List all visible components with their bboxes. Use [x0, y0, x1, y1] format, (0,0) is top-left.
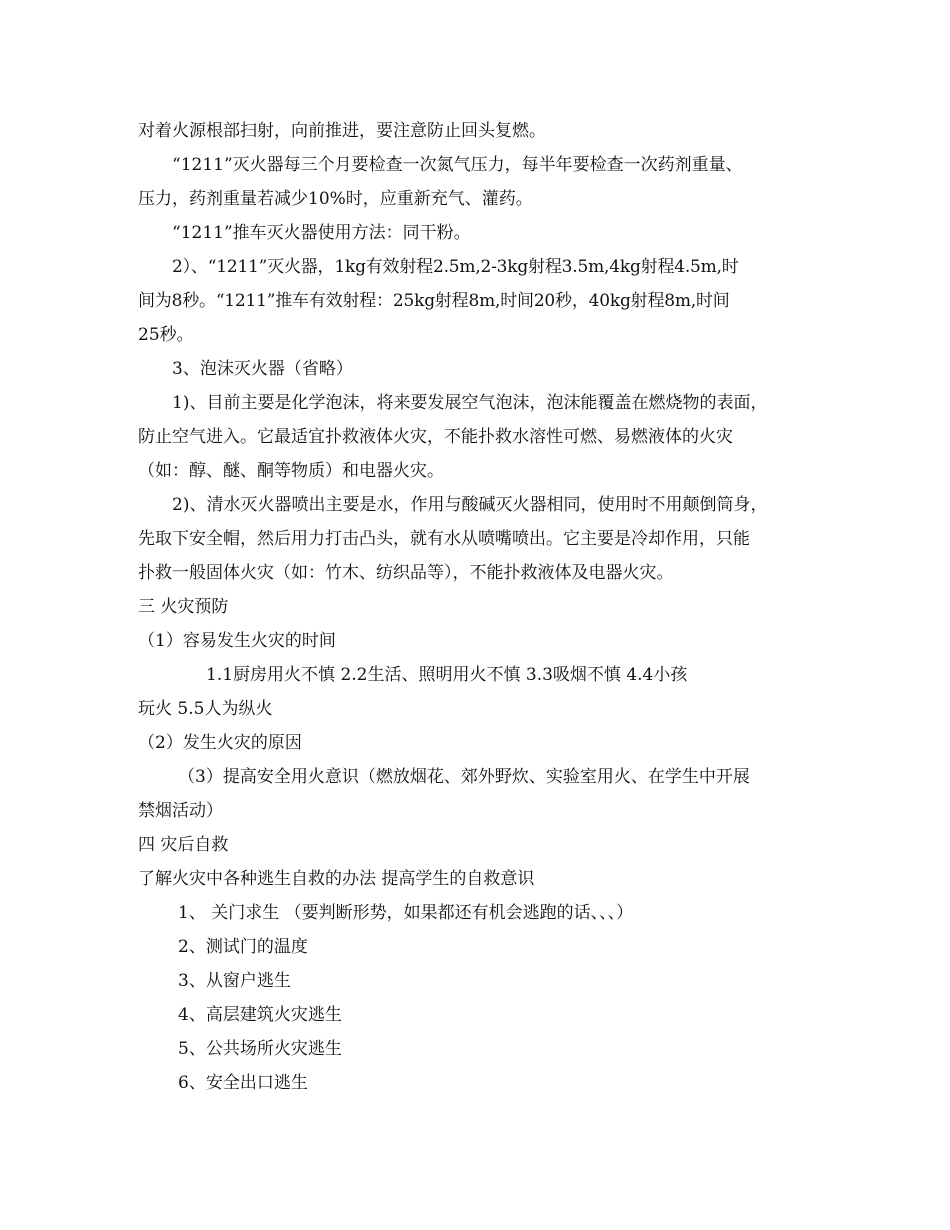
text-line: 压力，药剂重量若减少10%时，应重新充气、灌药。 [138, 189, 533, 209]
text-line: 防止空气进入。它最适宜扑救液体火灾，不能扑救水溶性可燃、易燃液体的火灾 [138, 427, 733, 447]
list-item: 2、测试门的温度 [178, 937, 308, 957]
text-line: 禁烟活动） [138, 801, 223, 821]
section-heading: 四 灾后自救 [138, 835, 229, 855]
text-line: 3、泡沫灭火器（省略） [172, 359, 353, 379]
document-body [138, 114, 818, 1100]
text-line: 了解火灾中各种逃生自救的办法 提高学生的自救意识 [138, 869, 535, 889]
text-line: 1)、目前主要是化学泡沫，将来要发展空气泡沫，泡沫能覆盖在燃烧物的表面， [172, 393, 768, 413]
section-heading: 三 火灾预防 [138, 597, 229, 617]
text-line: 1.1厨房用火不慎 2.2生活、照明用火不慎 3.3吸烟不慎 4.4小孩 [206, 665, 688, 685]
text-line: 玩火 5.5人为纵火 [138, 699, 273, 719]
text-line: “1211”灭火器每三个月要检查一次氮气压力，每半年要检查一次药剂重量、 [172, 155, 743, 175]
list-item: 3、从窗户逃生 [178, 971, 291, 991]
list-item: 1、 关门求生 （要判断形势，如果都还有机会逃跑的话、、、） [178, 903, 634, 923]
text-line: （2）发生火灾的原因 [138, 733, 302, 753]
text-line: 先取下安全帽，然后用力打击凸头，就有水从喷嘴喷出。它主要是冷却作用，只能 [138, 529, 750, 549]
text-line: 2)、清水灭火器喷出主要是水，作用与酸碱灭火器相同，使用时不用颠倒筒身， [172, 495, 768, 515]
text-line: 2）、“1211”灭火器，1kg有效射程2.5m,2-3kg射程3.5m,4kg射程4.5m,时 [172, 257, 739, 277]
text-line: 25秒。 [138, 325, 194, 345]
text-line: 对着火源根部扫射，向前推进，要注意防止回头复燃。 [138, 121, 546, 141]
text-line: （1）容易发生火灾的时间 [138, 631, 336, 651]
list-item: 4、高层建筑火灾逃生 [178, 1005, 342, 1025]
text-line: （如：醇、醚、酮等物质）和电器火灾。 [138, 461, 444, 481]
list-item: 5、公共场所火灾逃生 [178, 1039, 342, 1059]
text-line: 扑救一般固体火灾（如：竹木、纺织品等），不能扑救液体及电器火灾。 [138, 563, 674, 583]
list-item: 6、安全出口逃生 [178, 1073, 308, 1093]
text-line: （3）提高安全用火意识（燃放烟花、郊外野炊、实验室用火、在学生中开展 [178, 767, 750, 787]
text-line: 间为8秒。“1211”推车有效射程：25kg射程8m,时间20秒，40kg射程8m,时间 [138, 291, 730, 311]
text-line: “1211”推车灭火器使用方法：同干粉。 [172, 223, 471, 243]
